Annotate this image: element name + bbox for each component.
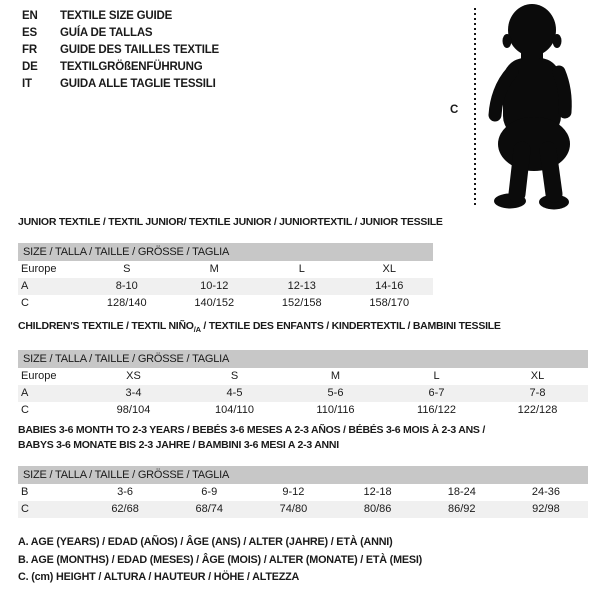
age-cell: 3-6	[117, 486, 134, 498]
children-size-table	[18, 350, 588, 419]
children-title-post: / TEXTILE DES ENFANTS / KINDERTEXTIL / BAMBINI TESSILE	[200, 320, 501, 332]
size-cell: M	[330, 370, 341, 382]
note-age-months: B. AGE (MONTHS) / EDAD (MESES) / ÂGE (MOIS) / ALTER (MONATE) / ETÀ (MESI)	[18, 553, 423, 566]
size-cell: XL	[530, 370, 545, 382]
table-row-age	[18, 278, 433, 295]
row-label: C	[21, 503, 29, 515]
row-label: B	[21, 486, 29, 498]
lang-label: GUIDA ALLE TAGLIE TESSILI	[60, 78, 216, 90]
age-cell: 12-18	[363, 486, 392, 498]
children-table-title	[18, 319, 501, 337]
size-header-bar: SIZE / TALLA / TAILLE / GRÖSSE / TAGLIA	[18, 466, 588, 484]
age-cell: 10-12	[200, 280, 229, 292]
row-label: A	[21, 387, 29, 399]
height-measure-line	[474, 8, 476, 208]
toddler-silhouette-icon	[480, 2, 584, 212]
height-marker-label: C	[450, 104, 459, 116]
lang-label: GUIDE DES TAILLES TEXTILE	[60, 44, 219, 56]
age-cell: 24-36	[531, 486, 561, 498]
size-cell: XS	[126, 370, 141, 382]
babies-title-line2: BABYS 3-6 MONATE BIS 2-3 JAHRE / BAMBINI 3-6 MESI A 2-3 ANNI	[18, 439, 339, 451]
note-age-years: A. AGE (YEARS) / EDAD (AÑOS) / ÂGE (ANS) / ALTER (JAHRE) / ETÀ (ANNI)	[18, 536, 393, 548]
age-cell: 9-12	[282, 486, 305, 498]
note-height-cm: C. (cm) HEIGHT / ALTURA / HAUTEUR / HÖHE / ALTEZZA	[18, 571, 300, 583]
row-label: A	[21, 280, 29, 292]
table-row-height	[18, 402, 588, 419]
size-cell: S	[123, 263, 131, 275]
age-cell: 6-7	[428, 387, 445, 399]
table-row-age-months	[18, 484, 588, 501]
height-figure	[440, 0, 600, 215]
height-cell: 80/86	[363, 503, 392, 515]
lang-label: TEXTILGRÖßENFÜHRUNG	[60, 61, 203, 73]
size-header-bar: SIZE / TALLA / TAILLE / GRÖSSE / TAGLIA	[18, 243, 433, 261]
babies-title-line1: BABIES 3-6 MONTH TO 2-3 YEARS / BEBÉS 3-6 MESES A 2-3 AÑOS / BÉBÉS 3-6 MOIS À 2-3 ANS /	[18, 424, 486, 436]
age-cell: 4-5	[226, 387, 243, 399]
size-cell: M	[209, 263, 219, 275]
table-row-europe	[18, 368, 588, 385]
row-label: C	[21, 297, 29, 309]
children-title-pre: CHILDREN'S TEXTILE / TEXTIL NIÑO	[18, 320, 194, 332]
age-cell: 5-6	[327, 387, 344, 399]
lang-code: ES	[22, 27, 37, 39]
height-cell: 62/68	[111, 503, 139, 515]
lang-row-fr	[22, 42, 219, 59]
height-cell: 140/152	[194, 297, 235, 309]
row-label: C	[21, 404, 29, 416]
height-cell: 68/74	[195, 503, 224, 515]
age-cell: 3-4	[125, 387, 142, 399]
lang-row-es	[22, 25, 219, 42]
size-header-bar: SIZE / TALLA / TAILLE / GRÖSSE / TAGLIA	[18, 350, 588, 368]
table-row-height	[18, 295, 433, 312]
language-guide-list	[22, 8, 219, 93]
junior-table-title: JUNIOR TEXTILE / TEXTIL JUNIOR/ TEXTILE JUNIOR / JUNIORTEXTIL / JUNIOR TESSILE	[18, 216, 443, 228]
junior-size-table	[18, 243, 433, 312]
lang-label: GUÍA DE TALLAS	[60, 27, 153, 39]
height-cell: 110/116	[316, 404, 355, 416]
size-cell: XL	[382, 263, 396, 275]
age-cell: 14-16	[375, 280, 404, 292]
size-cell: L	[433, 370, 440, 382]
height-cell: 74/80	[279, 503, 308, 515]
height-cell: 116/122	[417, 404, 456, 416]
height-cell: 86/92	[448, 503, 476, 515]
lang-code: EN	[22, 10, 38, 22]
height-cell: 92/98	[532, 503, 560, 515]
row-label: Europe	[21, 370, 57, 382]
lang-row-it	[22, 76, 219, 93]
babies-size-table	[18, 466, 588, 518]
lang-code: IT	[22, 78, 32, 90]
children-title-subscript: /A	[193, 325, 201, 335]
height-cell: 152/158	[281, 297, 322, 309]
lang-row-en	[22, 8, 219, 25]
table-row-europe	[18, 261, 433, 278]
height-cell: 122/128	[517, 404, 558, 416]
height-cell: 98/104	[116, 404, 151, 416]
table-row-age	[18, 385, 588, 402]
height-cell: 158/170	[369, 297, 410, 309]
size-cell: L	[298, 263, 305, 275]
size-cell: S	[230, 370, 239, 382]
age-cell: 12-13	[287, 280, 316, 292]
babies-table-title	[18, 423, 485, 453]
table-row-height	[18, 501, 588, 518]
age-cell: 18-24	[447, 486, 476, 498]
height-cell: 104/110	[215, 404, 254, 416]
legend-notes	[18, 534, 422, 587]
height-cell: 128/140	[106, 297, 147, 309]
age-cell: 7-8	[529, 387, 546, 399]
lang-code: FR	[22, 44, 37, 56]
lang-label: TEXTILE SIZE GUIDE	[60, 10, 173, 22]
row-label: Europe	[21, 263, 57, 275]
lang-row-de	[22, 59, 219, 76]
age-cell: 8-10	[115, 280, 138, 292]
lang-code: DE	[22, 61, 38, 73]
age-cell: 6-9	[201, 486, 218, 498]
